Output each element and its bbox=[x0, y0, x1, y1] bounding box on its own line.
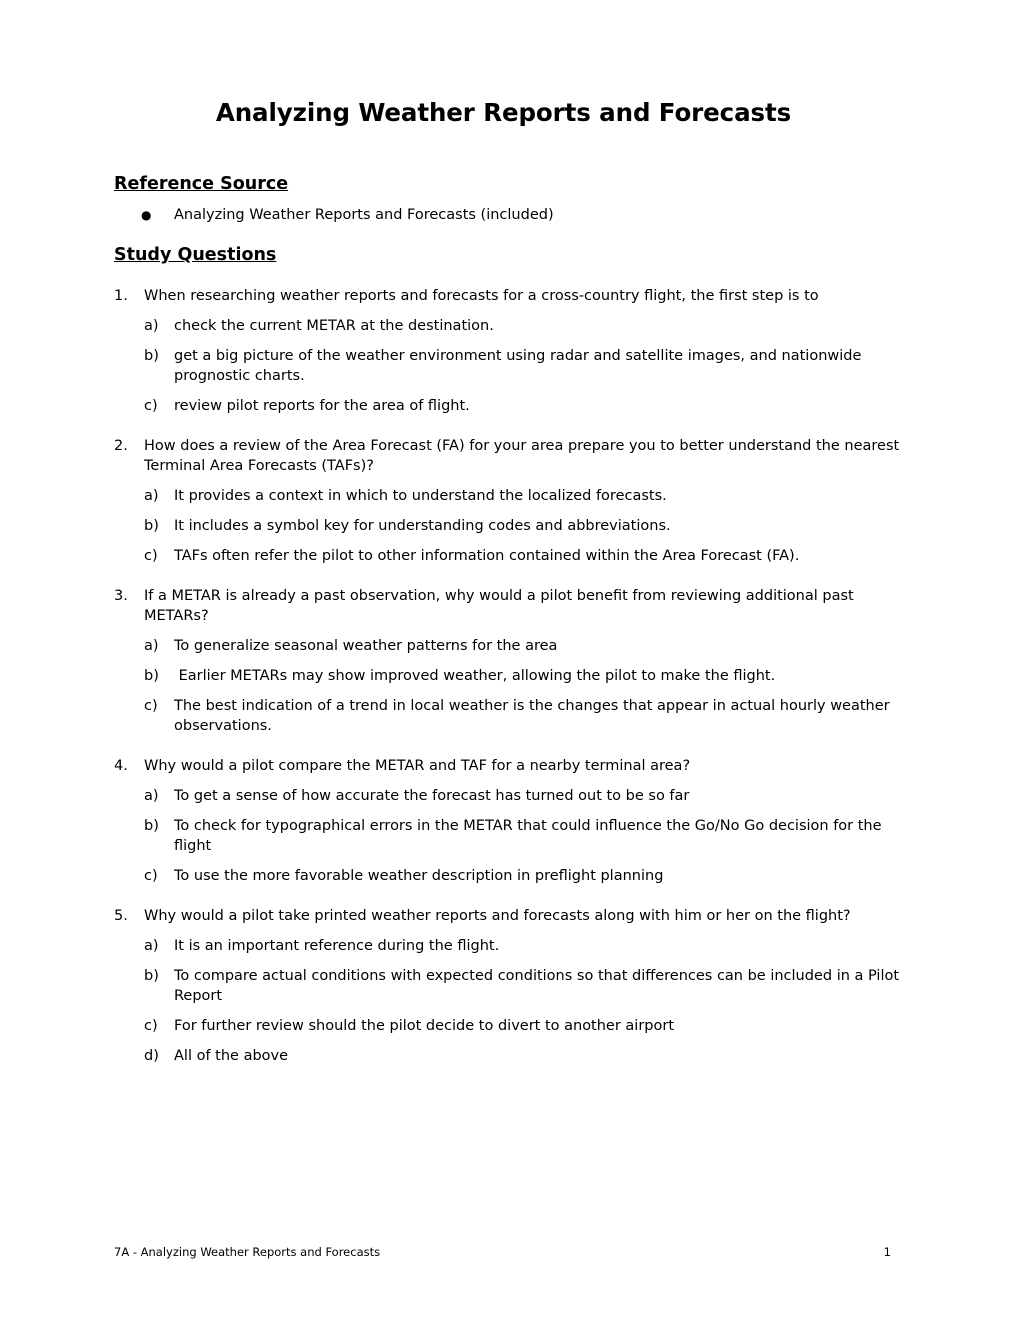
question-text: If a METAR is already a past observation, why would a pilot benefit from reviewing additional past METARs? bbox=[144, 588, 854, 624]
answer-option bbox=[144, 936, 904, 956]
answer-option bbox=[144, 396, 904, 416]
answer-text: To check for typographical errors in the METAR that could influence the Go/No Go decision for the flight bbox=[174, 818, 887, 854]
answer-text: For further review should the pilot decide to divert to another airport bbox=[174, 1018, 675, 1034]
answer-letter: a) bbox=[144, 318, 159, 334]
answer-list bbox=[144, 786, 904, 886]
question-item bbox=[114, 286, 904, 416]
answer-text: It is an important reference during the flight. bbox=[174, 938, 500, 954]
page-title: Analyzing Weather Reports and Forecasts bbox=[215, 98, 792, 127]
answer-text: Earlier METARs may show improved weather, allowing the pilot to make the flight. bbox=[174, 668, 776, 684]
reference-source-heading: Reference Source bbox=[114, 174, 289, 194]
answer-text: check the current METAR at the destination. bbox=[174, 318, 494, 334]
answer-list bbox=[144, 936, 904, 1066]
answer-option bbox=[144, 696, 904, 736]
question-item bbox=[114, 586, 904, 736]
answer-text: TAFs often refer the pilot to other information contained within the Area Forecast (FA). bbox=[174, 548, 800, 564]
answer-option bbox=[144, 636, 904, 656]
answer-text: To generalize seasonal weather patterns for the area bbox=[174, 638, 558, 654]
answer-option bbox=[144, 1016, 904, 1036]
answer-option bbox=[144, 516, 904, 536]
answer-list bbox=[144, 486, 904, 566]
answer-option bbox=[144, 816, 904, 856]
reference-item bbox=[114, 204, 554, 226]
answer-text: It provides a context in which to understand the localized forecasts. bbox=[174, 488, 667, 504]
answer-text: get a big picture of the weather environment using radar and satellite images, and nationwide prognostic charts. bbox=[174, 348, 867, 384]
question-item bbox=[114, 436, 904, 566]
answer-list bbox=[144, 316, 904, 416]
answer-letter: b) bbox=[144, 668, 159, 684]
answer-text: To get a sense of how accurate the forecast has turned out to be so far bbox=[174, 788, 690, 804]
question-item bbox=[114, 756, 904, 886]
answer-letter: a) bbox=[144, 488, 159, 504]
question-item bbox=[114, 906, 904, 1066]
answer-letter: c) bbox=[144, 698, 158, 714]
answer-option bbox=[144, 866, 904, 886]
answer-option bbox=[144, 546, 904, 566]
question-text: Why would a pilot compare the METAR and TAF for a nearby terminal area? bbox=[144, 758, 691, 774]
answer-letter: a) bbox=[144, 938, 159, 954]
answer-list bbox=[144, 636, 904, 736]
answer-option bbox=[144, 1046, 904, 1066]
answer-text: It includes a symbol key for understanding codes and abbreviations. bbox=[174, 518, 671, 534]
answer-letter: b) bbox=[144, 518, 159, 534]
answer-text: All of the above bbox=[174, 1048, 289, 1064]
answer-text: To use the more favorable weather description in preflight planning bbox=[174, 868, 664, 884]
answer-letter: c) bbox=[144, 868, 158, 884]
answer-option bbox=[144, 966, 904, 1006]
reference-item-text: Analyzing Weather Reports and Forecasts (included) bbox=[174, 207, 554, 223]
answer-text: The best indication of a trend in local weather is the changes that appear in actual hourly weather observations. bbox=[174, 698, 895, 734]
footer-title: 7A - Analyzing Weather Reports and Forecasts bbox=[114, 1245, 381, 1259]
answer-letter: c) bbox=[144, 548, 158, 564]
answer-letter: b) bbox=[144, 818, 159, 834]
question-number: 5. bbox=[114, 908, 128, 924]
question-number: 1. bbox=[114, 288, 128, 304]
answer-option bbox=[144, 316, 904, 336]
answer-letter: c) bbox=[144, 398, 158, 414]
question-number: 4. bbox=[114, 758, 128, 774]
answer-text: review pilot reports for the area of flight. bbox=[174, 398, 470, 414]
study-questions-heading: Study Questions bbox=[114, 245, 277, 265]
question-text: When researching weather reports and forecasts for a cross-country flight, the first step is to bbox=[144, 288, 819, 304]
answer-option bbox=[144, 666, 904, 686]
bullet-icon: ● bbox=[141, 208, 152, 222]
answer-option bbox=[144, 786, 904, 806]
answer-letter: b) bbox=[144, 348, 159, 364]
answer-letter: c) bbox=[144, 1018, 158, 1034]
page-number: 1 bbox=[883, 1245, 891, 1259]
answer-letter: d) bbox=[144, 1048, 159, 1064]
answer-option bbox=[144, 346, 904, 386]
answer-text: To compare actual conditions with expected conditions so that differences can be included in a Pilot Report bbox=[174, 968, 904, 1004]
question-number: 3. bbox=[114, 588, 128, 604]
answer-letter: a) bbox=[144, 788, 159, 804]
question-text: How does a review of the Area Forecast (FA) for your area prepare you to better understand the nearest Terminal Area Forecasts (TAFs)? bbox=[144, 438, 900, 474]
answer-letter: a) bbox=[144, 638, 159, 654]
question-text: Why would a pilot take printed weather reports and forecasts along with him or her on the flight? bbox=[144, 908, 851, 924]
answer-letter: b) bbox=[144, 968, 159, 984]
answer-option bbox=[144, 486, 904, 506]
question-number: 2. bbox=[114, 438, 128, 454]
question-list bbox=[114, 286, 904, 1086]
reference-list bbox=[114, 204, 554, 226]
